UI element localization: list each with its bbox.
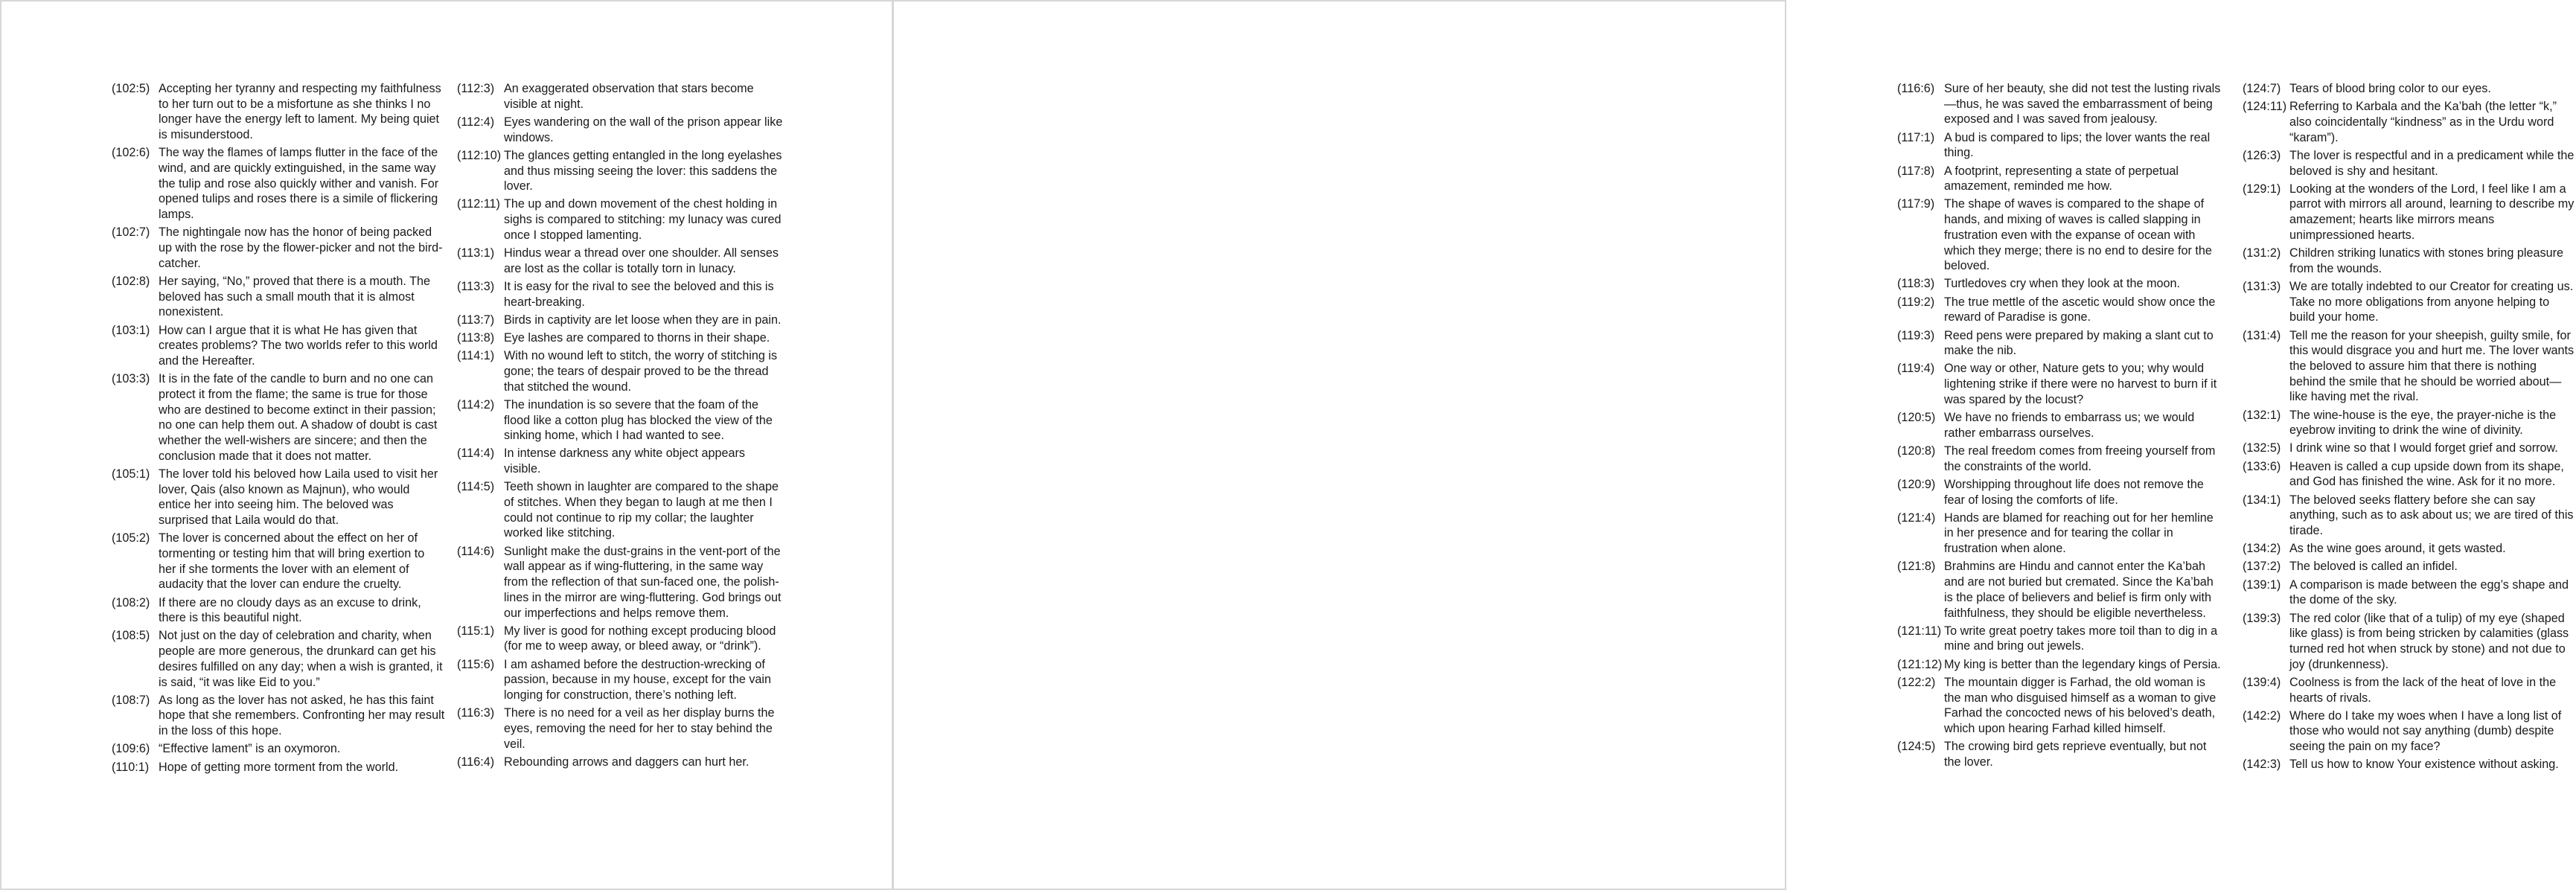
note-ref: (129:1) (2243, 182, 2281, 196)
note-ref: (113:7) (457, 313, 495, 327)
note-ref: (110:1) (112, 760, 150, 774)
note-entry (457, 313, 784, 328)
note-entry (2243, 459, 2576, 490)
note-entry (457, 446, 784, 476)
note-entry (112, 274, 445, 320)
note-entry (1897, 295, 2225, 325)
note-text: “Effective lament” is an oxymoron. (159, 742, 341, 756)
note-text: There is no need for a veil as her display burns the eyes, removing the need for her to stay behind the veil. (504, 706, 775, 751)
note-ref: (119:2) (1897, 295, 1935, 309)
note-ref: (122:2) (1897, 675, 1936, 689)
note-entry (457, 148, 784, 194)
note-text: Eyes wandering on the wall of the prison appear like windows. (504, 115, 783, 144)
note-ref: (134:1) (2243, 493, 2281, 507)
note-text: The lover is respectful and in a predicament while the beloved is shy and hesitant. (2289, 148, 2575, 178)
note-text: An exaggerated observation that stars become visible at night. (504, 82, 754, 111)
note-entry (2243, 328, 2576, 406)
note-ref: (137:2) (2243, 560, 2281, 574)
note-ref: (109:6) (112, 742, 150, 756)
note-entry (2243, 493, 2576, 539)
note-entry (1897, 477, 2225, 508)
note-ref: (102:6) (112, 146, 150, 160)
note-text: Coolness is from the lack of the heat of love in the hearts of rivals. (2289, 675, 2557, 705)
note-text: Brahmins are Hindu and cannot enter the Ka’bah and are not buried but cremated. Since the Ka’bah is the place of believers and belief is firm only with faithfulness, they should be eligible nevertheless. (1944, 560, 2214, 620)
note-ref: (115:1) (457, 624, 495, 638)
note-text: If there are no cloudy days as an excuse to drink, there is this beautiful night. (159, 595, 421, 625)
note-entry (457, 479, 784, 541)
note-text: The real freedom comes from freeing yourself from the constraints of the world. (1944, 444, 2216, 473)
note-ref: (133:6) (2243, 459, 2281, 473)
note-text: My liver is good for nothing except producing blood (for me to weep away, or bleed away, or “drink”). (504, 624, 776, 653)
note-ref: (139:3) (2243, 611, 2281, 625)
note-text: Tears of blood bring color to our eyes. (2289, 82, 2491, 95)
note-text: The lover is concerned about the effect on her of tormenting or testing him that will bring exertion to her if she torments the lover with an element of audacity that the lover can endure the cruelty. (159, 531, 425, 592)
note-ref: (131:2) (2243, 246, 2281, 260)
note-ref: (113:1) (457, 246, 495, 260)
note-ref: (105:1) (112, 467, 150, 481)
note-entry (2243, 708, 2576, 755)
note-ref: (105:2) (112, 531, 150, 545)
note-ref: (121:4) (1897, 510, 1936, 525)
note-ref: (126:3) (2243, 148, 2281, 162)
note-ref: (113:3) (457, 279, 495, 293)
note-entry (2243, 675, 2576, 705)
note-entry (457, 624, 784, 654)
note-ref: (112:10) (457, 148, 502, 162)
note-text: In intense darkness any white object appears visible. (504, 446, 745, 476)
note-entry (1897, 444, 2225, 474)
note-ref: (142:2) (2243, 708, 2281, 723)
note-ref: (139:1) (2243, 577, 2281, 592)
note-entry (457, 657, 784, 703)
note-entry (1897, 559, 2225, 621)
note-ref: (142:3) (2243, 758, 2281, 772)
note-ref: (119:4) (1897, 362, 1935, 376)
note-entry (457, 196, 784, 243)
note-text: Children striking lunatics with stones bring pleasure from the wounds. (2289, 246, 2563, 275)
note-entry (112, 225, 445, 271)
note-entry (112, 741, 445, 757)
note-entry (2243, 182, 2576, 243)
note-text: The beloved seeks flattery before she can say anything, such as to ask about us; we are tired of this tirade. (2289, 493, 2574, 537)
note-ref: (112:11) (457, 197, 500, 211)
note-entry (1897, 130, 2225, 161)
note-entry (1897, 328, 2225, 359)
note-entry (1897, 164, 2225, 194)
note-ref: (116:4) (457, 755, 495, 769)
note-ref: (139:4) (2243, 675, 2281, 689)
note-text: Heaven is called a cup upside down from its shape, and God has finished the wine. Ask for it no more. (2289, 459, 2564, 489)
note-entry (457, 705, 784, 752)
note-ref: (114:6) (457, 544, 495, 558)
note-ref: (117:8) (1897, 164, 1935, 178)
note-text: Teeth shown in laughter are compared to the shape of stitches. When they began to laugh at me then I could not continue to rip my collar; the laughter worked like stitching. (504, 480, 779, 540)
note-text: As long as the lover has not asked, he has this faint hope that she remembers. Confronting her may result in the loss of this hope. (159, 693, 445, 738)
note-entry (457, 330, 784, 346)
note-ref: (108:7) (112, 693, 150, 707)
note-entry (457, 81, 784, 112)
note-text: The crowing bird gets reprieve eventually, but not the lover. (1944, 740, 2207, 769)
note-entry (1897, 739, 2225, 769)
note-entry (1897, 410, 2225, 441)
note-entry (2243, 81, 2576, 97)
note-ref: (102:8) (112, 274, 150, 288)
note-entry (2243, 757, 2576, 772)
note-entry (457, 544, 784, 621)
note-ref: (112:3) (457, 82, 495, 95)
note-text: As the wine goes around, it gets wasted. (2289, 542, 2506, 556)
note-entry (2243, 408, 2576, 438)
left-page-column-1 (112, 81, 445, 778)
note-text: The glances getting entangled in the long eyelashes and thus missing seeing the lover: this saddens the lover. (504, 148, 782, 193)
note-text: Accepting her tyranny and respecting my faithfulness to her turn out to be a misfortune as she thinks I no longer have the energy left to lament. My being quiet is misunderstood. (159, 82, 441, 142)
note-text: Her saying, “No,” proved that there is a mouth. The beloved has such a small mouth that it is almost nonexistent. (159, 274, 430, 319)
note-ref: (134:2) (2243, 542, 2281, 556)
note-text: Rebounding arrows and daggers can hurt her. (504, 755, 750, 769)
note-ref: (114:1) (457, 349, 495, 363)
note-entry (457, 279, 784, 310)
note-text: Hope of getting more torment from the world. (159, 760, 399, 774)
note-entry (1897, 276, 2225, 292)
note-ref: (116:6) (1897, 82, 1935, 95)
note-text: Reed pens were prepared by making a slant cut to make the nib. (1944, 328, 2214, 358)
note-text: The shape of waves is compared to the shape of hands, and mixing of waves is called slapping in frustration even with the expanse of ocean with which they merge; there is no end to desire for the beloved. (1944, 197, 2212, 273)
note-text: To write great poetry takes more toil than to dig in a mine and bring out jewels. (1944, 624, 2218, 653)
note-text: Referring to Karbala and the Ka’bah (the letter “k,” also coincidentally “kindness” as in the Urdu word “karam”). (2289, 100, 2557, 144)
note-ref: (121:11) (1897, 624, 1942, 638)
note-entry (457, 115, 784, 145)
right-page (892, 0, 2575, 890)
note-text: Turtledoves cry when they look at the moon. (1944, 277, 2181, 291)
note-text: How can I argue that it is what He has given that creates problems? The two worlds refer to this world and the Hereafter. (159, 323, 438, 368)
note-text: Hands are blamed for reaching out for her hemline in her presence and for tearing the collar in frustration when alone. (1944, 510, 2214, 556)
note-entry (2243, 559, 2576, 574)
note-entry (457, 348, 784, 394)
left-page (0, 0, 893, 890)
note-ref: (114:5) (457, 480, 495, 494)
note-text: A bud is compared to lips; the lover wants the real thing. (1944, 130, 2211, 160)
note-text: Hindus wear a thread over one shoulder. All senses are lost as the collar is totally torn in lunacy. (504, 246, 779, 275)
note-text: The way the flames of lamps flutter in the face of the wind, and are quickly extinguished, in the same way the tulip and rose also quickly wither and vanish. For opened tulips and roses there is a simile of flickering lamps. (159, 146, 439, 222)
note-entry (2243, 441, 2576, 456)
note-ref: (121:12) (1897, 657, 1943, 671)
note-ref: (117:1) (1897, 130, 1935, 144)
left-page-column-2 (457, 81, 784, 772)
note-text: Sunlight make the dust-grains in the vent-port of the wall appear as if wing-fluttering, in the same way from the reflection of that sun-faced one, the polish-lines in the mirror are wing-fluttering. God brings out our imperfections and helps remove them. (504, 544, 782, 620)
note-text: The true mettle of the ascetic would show once the reward of Paradise is gone. (1944, 295, 2216, 324)
note-ref: (108:2) (112, 595, 150, 609)
note-ref: (117:9) (1897, 197, 1935, 211)
note-ref: (112:4) (457, 115, 495, 129)
note-text: Tell me the reason for your sheepish, guilty smile, for this would disgrace you and hurt me. The lover wants the beloved to assure him that there is nothing behind the smile that he should be worried about—like having met the rival. (2289, 328, 2575, 404)
note-ref: (131:3) (2243, 279, 2281, 293)
note-text: The mountain digger is Farhad, the old woman is the man who disguised himself as a woman to give Farhad the concocted news of his beloved’s death, which upon hearing Farhad killed himself. (1944, 675, 2217, 735)
note-entry (2243, 577, 2576, 608)
note-ref: (132:5) (2243, 441, 2281, 455)
note-entry (1897, 675, 2225, 737)
note-text: A footprint, representing a state of perpetual amazement, reminded me how. (1944, 164, 2179, 193)
right-page-column-2 (2243, 81, 2576, 775)
note-ref: (124:11) (2243, 100, 2287, 114)
note-entry (112, 81, 445, 143)
note-ref: (102:5) (112, 82, 150, 95)
note-ref: (120:8) (1897, 444, 1936, 458)
note-text: It is in the fate of the candle to burn and no one can protect it from the flame; the same is true for those who are destined to become extinct in their passion; no one can help them out. A shadow of doubt is cast whether the well-wishers are sincere; and then the conclusion made that it does not matter. (159, 372, 438, 463)
note-text: With no wound left to stitch, the worry of stitching is gone; the tears of despair proved to be the thread that stitched the wound. (504, 349, 778, 394)
note-entry (457, 246, 784, 276)
note-ref: (121:8) (1897, 560, 1936, 574)
note-text: We are totally indebted to our Creator for creating us. Take no more obligations from anyone helping to build your home. (2289, 279, 2574, 324)
note-entry (1897, 196, 2225, 274)
note-text: Looking at the wonders of the Lord, I feel like I am a parrot with mirrors all around, learning to describe my amazement; hearts like mirrors means unimpressioned hearts. (2289, 182, 2575, 242)
note-text: Tell us how to know Your existence without asking. (2289, 758, 2559, 772)
note-ref: (114:4) (457, 446, 495, 461)
note-ref: (102:7) (112, 225, 150, 240)
note-ref: (115:6) (457, 657, 495, 671)
note-entry (2243, 611, 2576, 673)
note-ref: (103:3) (112, 372, 150, 386)
note-entry (1897, 657, 2225, 673)
right-page-column-1 (1897, 81, 2225, 772)
note-ref: (116:3) (457, 706, 495, 720)
note-ref: (120:9) (1897, 477, 1936, 491)
note-entry (457, 755, 784, 770)
note-text: One way or other, Nature gets to you; why would lightening strike if there were no harvest to burn if it was spared by the locust? (1944, 362, 2217, 406)
note-text: Not just on the day of celebration and charity, when people are more generous, the drunkard can get his desires fulfilled on any day; when a wish is granted, it is said, “it was like Eid to you.” (159, 629, 443, 689)
note-entry (2243, 279, 2576, 325)
note-entry (112, 531, 445, 592)
note-text: Where do I take my woes when I have a long list of those who would not say anything (dumb) despite seeing the pain on my face? (2289, 708, 2562, 754)
note-entry (112, 145, 445, 223)
note-entry (457, 397, 784, 444)
note-entry (2243, 541, 2576, 557)
note-text: Eye lashes are compared to thorns in their shape. (504, 331, 770, 345)
note-entry (112, 760, 445, 775)
note-ref: (131:4) (2243, 328, 2281, 342)
note-entry (112, 595, 445, 626)
note-ref: (132:1) (2243, 408, 2281, 422)
note-ref: (103:1) (112, 323, 150, 337)
note-text: Worshipping throughout life does not remove the fear of losing the comforts of life. (1944, 477, 2204, 507)
note-text: The red color (like that of a tulip) of my eye (shaped like glass) is from being stricken by calamities (glass turned red hot when struck by stone) and not due to joy (drunkenness). (2289, 611, 2569, 671)
note-text: A comparison is made between the egg’s shape and the dome of the sky. (2289, 577, 2569, 607)
note-entry (112, 371, 445, 464)
note-text: The beloved is called an infidel. (2289, 560, 2458, 574)
note-ref: (124:7) (2243, 82, 2281, 95)
note-text: I am ashamed before the destruction-wrecking of passion, because in my house, except for the vain longing for construction, there’s nothing left. (504, 657, 772, 702)
note-entry (2243, 246, 2576, 276)
note-entry (1897, 361, 2225, 407)
note-text: The nightingale now has the honor of being packed up with the rose by the flower-picker and not the bird-catcher. (159, 225, 443, 270)
note-ref: (119:3) (1897, 328, 1935, 342)
note-ref: (114:2) (457, 397, 495, 412)
note-entry (112, 693, 445, 739)
note-text: The lover told his beloved how Laila used to visit her lover, Qais (also known as Majnun), who would entice her into seeing him. The beloved was surprised that Laila would do that. (159, 467, 438, 527)
note-text: The inundation is so severe that the foam of the flood like a cotton plug has blocked the view of the sinking home, which I had wanted to see. (504, 397, 773, 443)
note-ref: (118:3) (1897, 277, 1935, 291)
note-text: The wine-house is the eye, the prayer-niche is the eyebrow inviting to drink the wine of divinity. (2289, 408, 2557, 438)
note-ref: (113:8) (457, 331, 495, 345)
note-text: Birds in captivity are let loose when they are in pain. (504, 313, 782, 327)
note-entry (2243, 148, 2576, 179)
note-text: We have no friends to embarrass us; we would rather embarrass ourselves. (1944, 411, 2195, 440)
note-entry (112, 467, 445, 528)
note-entry (1897, 624, 2225, 654)
note-entry (112, 628, 445, 690)
note-text: My king is better than the legendary kings of Persia. (1944, 657, 2221, 671)
note-text: I drink wine so that I would forget grief and sorrow. (2289, 441, 2558, 455)
note-text: The up and down movement of the chest holding in sighs is compared to stitching: my lunacy was cured once I stopped lamenting. (504, 197, 782, 242)
note-ref: (108:5) (112, 629, 150, 643)
note-entry (2243, 99, 2576, 145)
note-text: It is easy for the rival to see the beloved and this is heart-breaking. (504, 279, 774, 309)
note-entry (1897, 81, 2225, 127)
note-entry (1897, 510, 2225, 557)
note-entry (112, 323, 445, 369)
note-text: Sure of her beauty, she did not test the lusting rivals—thus, he was saved the embarrassment of being exposed and I was saved from jealousy. (1944, 82, 2221, 127)
note-ref: (124:5) (1897, 740, 1936, 754)
note-ref: (120:5) (1897, 411, 1936, 425)
